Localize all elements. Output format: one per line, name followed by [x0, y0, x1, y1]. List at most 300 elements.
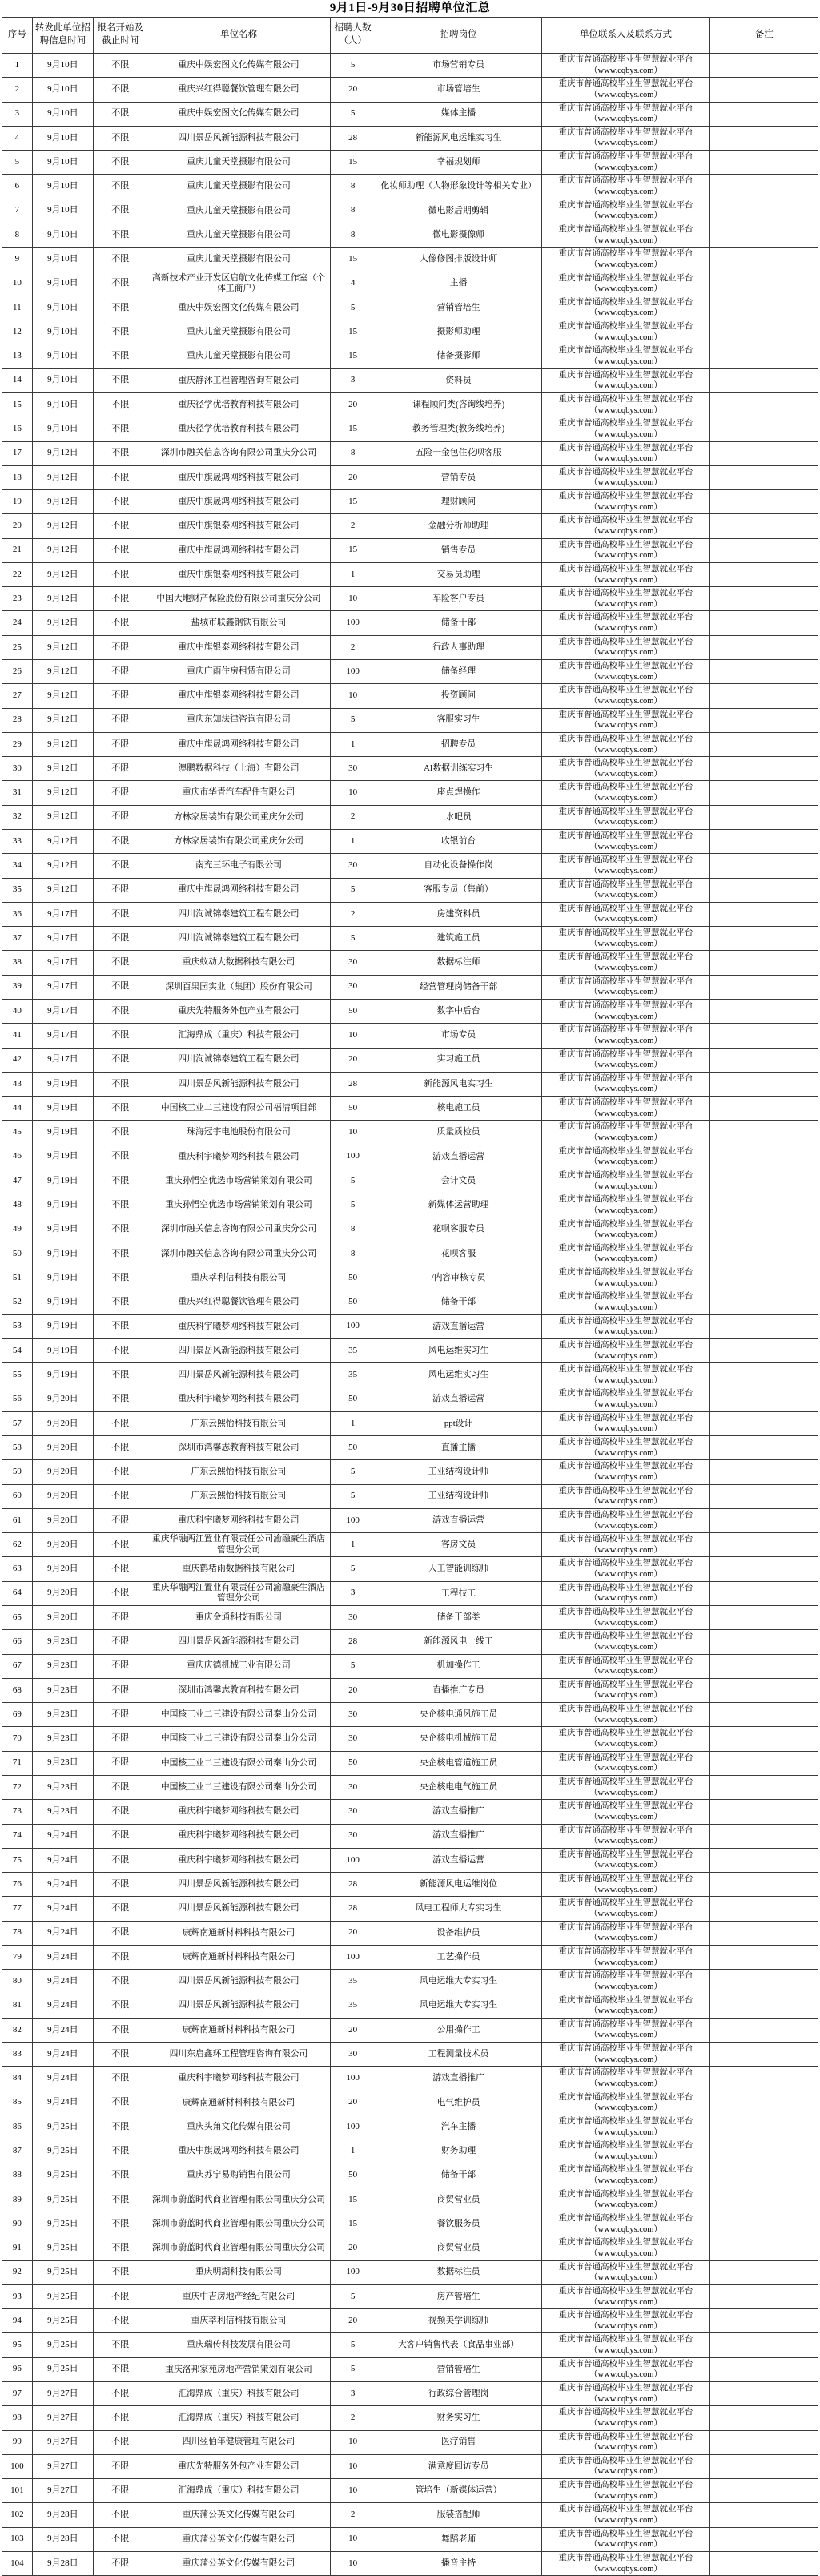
cell-count: 5	[330, 927, 376, 951]
cell-count: 2	[330, 805, 376, 829]
cell-company: 重庆中旗晟鸿网络科技有限公司	[147, 732, 330, 756]
cell-forward-date: 9月10日	[32, 344, 93, 368]
cell-contact	[541, 1242, 710, 1266]
cell-remark	[710, 1460, 818, 1484]
cell-contact	[541, 1266, 710, 1290]
cell-forward-date: 9月20日	[32, 1460, 93, 1484]
cell-contact	[541, 151, 710, 175]
cell-count: 2	[330, 514, 376, 538]
cell-registration-time: 不限	[94, 175, 147, 199]
table-row	[2, 1387, 818, 1411]
cell-index: 4	[2, 126, 33, 150]
cell-registration-time: 不限	[94, 54, 147, 78]
cell-remark	[710, 1678, 818, 1702]
cell-registration-time: 不限	[94, 1654, 147, 1678]
cell-forward-date: 9月19日	[32, 1121, 93, 1145]
cell-position: 实习施工员	[376, 1048, 541, 1072]
cell-company: 深圳百果园实业（集团）股份有限公司	[147, 975, 330, 999]
cell-registration-time: 不限	[94, 732, 147, 756]
contact-platform-url: （www.cqbys.com）	[589, 381, 662, 391]
cell-count: 35	[330, 1970, 376, 1994]
cell-company: 重庆先特服务外包产业有限公司	[147, 999, 330, 1023]
column-header-index: 序号	[2, 18, 33, 54]
cell-count: 50	[330, 2163, 376, 2188]
cell-index: 83	[2, 2043, 33, 2067]
cell-company: 汇海鼎成（重庆）科技有限公司	[147, 1024, 330, 1048]
cell-contact	[541, 1436, 710, 1460]
table-row	[2, 1873, 818, 1897]
cell-position: 管培生（新媒体运营）	[376, 2479, 541, 2503]
cell-forward-date: 9月25日	[32, 2284, 93, 2308]
cell-company: 康辉南通新材料科技有限公司	[147, 1921, 330, 1945]
table-row	[2, 368, 818, 392]
contact-platform-name: 重庆市普通高校毕业生智慧就业平台	[558, 224, 693, 234]
cell-remark	[710, 587, 818, 611]
table-row	[2, 878, 818, 902]
cell-remark	[710, 272, 818, 296]
cell-index: 75	[2, 1848, 33, 1872]
cell-contact	[541, 927, 710, 951]
contact-platform-url: （www.cqbys.com）	[589, 2248, 662, 2258]
cell-forward-date: 9月10日	[32, 248, 93, 272]
cell-remark	[710, 732, 818, 756]
cell-contact	[541, 514, 710, 538]
cell-forward-date: 9月27日	[32, 2430, 93, 2454]
cell-count: 15	[330, 344, 376, 368]
table-row	[2, 1436, 818, 1460]
cell-company: 重庆科宇曦梦网络科技有限公司	[147, 2067, 330, 2091]
column-header-contact: 单位联系人及联系方式	[541, 18, 710, 54]
cell-remark	[710, 2236, 818, 2260]
cell-company: 重庆先特服务外包产业有限公司	[147, 2454, 330, 2478]
cell-registration-time: 不限	[94, 1338, 147, 1362]
table-row	[2, 2527, 818, 2551]
cell-index: 95	[2, 2333, 33, 2357]
contact-platform-url: （www.cqbys.com）	[589, 1036, 662, 1045]
cell-forward-date: 9月25日	[32, 2115, 93, 2139]
cell-index: 13	[2, 344, 33, 368]
contact-platform-url: （www.cqbys.com）	[589, 2418, 662, 2428]
cell-remark	[710, 2163, 818, 2188]
cell-company: 高新技术产业开发区启航文化传媒工作室（个体工商户）	[147, 272, 330, 296]
cell-contact	[541, 611, 710, 635]
cell-company: 重庆苏宁易购销售有限公司	[147, 2163, 330, 2188]
cell-forward-date: 9月12日	[32, 684, 93, 708]
cell-registration-time: 不限	[94, 320, 147, 344]
contact-platform-name: 重庆市普通高校毕业生智慧就业平台	[558, 127, 693, 137]
cell-contact	[541, 1169, 710, 1193]
cell-index: 60	[2, 1484, 33, 1508]
cell-forward-date: 9月25日	[32, 2212, 93, 2236]
cell-index: 94	[2, 2309, 33, 2333]
cell-contact	[541, 441, 710, 465]
cell-position: 工业结构设计师	[376, 1460, 541, 1484]
contact-platform-name: 重庆市普通高校毕业生智慧就业平台	[558, 1922, 693, 1932]
cell-registration-time: 不限	[94, 562, 147, 586]
table-row	[2, 757, 818, 781]
cell-remark	[710, 2551, 818, 2575]
cell-registration-time: 不限	[94, 2309, 147, 2333]
contact-platform-name: 重庆市普通高校毕业生智慧就业平台	[558, 662, 693, 671]
table-row	[2, 1097, 818, 1121]
cell-remark	[710, 2479, 818, 2503]
contact-platform-url: （www.cqbys.com）	[589, 1424, 662, 1434]
cell-registration-time: 不限	[94, 2043, 147, 2067]
contact-platform-url: （www.cqbys.com）	[589, 1618, 662, 1628]
cell-registration-time: 不限	[94, 1945, 147, 1969]
cell-index: 57	[2, 1411, 33, 1435]
cell-position: 房建资料员	[376, 902, 541, 926]
cell-remark	[710, 1218, 818, 1242]
cell-contact	[541, 392, 710, 417]
cell-remark	[710, 1727, 818, 1751]
table-row	[2, 1169, 818, 1193]
cell-forward-date: 9月19日	[32, 1097, 93, 1121]
cell-registration-time: 不限	[94, 392, 147, 417]
contact-platform-name: 重庆市普通高校毕业生智慧就业平台	[558, 2238, 693, 2248]
cell-company: 盐城市联鑫钢铁有限公司	[147, 611, 330, 635]
cell-contact	[541, 1606, 710, 1630]
cell-index: 92	[2, 2260, 33, 2284]
contact-platform-name: 重庆市普通高校毕业生智慧就业平台	[558, 1777, 693, 1786]
cell-company: 重庆华融两江置业有限责任公司渝融豪生酒店管理分公司	[147, 1533, 330, 1557]
cell-forward-date: 9月10日	[32, 126, 93, 150]
cell-remark	[710, 902, 818, 926]
cell-contact	[541, 1218, 710, 1242]
column-header-remark: 备注	[710, 18, 818, 54]
cell-company: 重庆广雨住房租赁有限公司	[147, 660, 330, 684]
cell-registration-time: 不限	[94, 2139, 147, 2163]
table-row	[2, 199, 818, 223]
cell-company: 重庆中旗银泰网络科技有限公司	[147, 635, 330, 659]
table-row	[2, 175, 818, 199]
contact-platform-name: 重庆市普通高校毕业生智慧就业平台	[558, 2116, 693, 2126]
cell-remark	[710, 951, 818, 975]
cell-contact	[541, 1824, 710, 1848]
cell-count: 15	[330, 2188, 376, 2212]
cell-registration-time: 不限	[94, 757, 147, 781]
table-row	[2, 2503, 818, 2527]
cell-position: 数据标注员	[376, 2260, 541, 2284]
contact-platform-name: 重庆市普通高校毕业生智慧就业平台	[558, 1559, 693, 1568]
contact-platform-url: （www.cqbys.com）	[589, 90, 662, 99]
cell-position: 投资顾问	[376, 684, 541, 708]
cell-index: 26	[2, 660, 33, 684]
cell-count: 20	[330, 2091, 376, 2115]
cell-contact	[541, 1387, 710, 1411]
cell-index: 78	[2, 1921, 33, 1945]
cell-forward-date: 9月12日	[32, 635, 93, 659]
contact-platform-url: （www.cqbys.com）	[589, 2491, 662, 2501]
table-row	[2, 1654, 818, 1678]
cell-position: 建筑施工员	[376, 927, 541, 951]
cell-remark	[710, 2284, 818, 2308]
contact-platform-url: （www.cqbys.com）	[589, 745, 662, 755]
cell-index: 74	[2, 1824, 33, 1848]
cell-remark	[710, 1630, 818, 1654]
cell-remark	[710, 1169, 818, 1193]
table-row	[2, 344, 818, 368]
cell-index: 50	[2, 1242, 33, 1266]
cell-registration-time: 不限	[94, 126, 147, 150]
table-row	[2, 296, 818, 320]
cell-forward-date: 9月19日	[32, 1072, 93, 1096]
cell-forward-date: 9月19日	[32, 1290, 93, 1314]
cell-remark	[710, 2043, 818, 2067]
cell-remark	[710, 1363, 818, 1387]
cell-company: 四川洵诚锦泰建筑工程有限公司	[147, 902, 330, 926]
contact-platform-name: 重庆市普通高校毕业生智慧就业平台	[558, 783, 693, 792]
table-row	[2, 684, 818, 708]
cell-company: 重庆中娱宏图文化传媒有限公司	[147, 54, 330, 78]
contact-platform-name: 重庆市普通高校毕业生智慧就业平台	[558, 976, 693, 986]
contact-platform-name: 重庆市普通高校毕业生智慧就业平台	[558, 637, 693, 646]
cell-contact	[541, 368, 710, 392]
cell-position: 微电影后期剪辑	[376, 199, 541, 223]
cell-remark	[710, 441, 818, 465]
cell-contact	[541, 2479, 710, 2503]
cell-contact	[541, 2551, 710, 2575]
cell-position: 储备摄影师	[376, 344, 541, 368]
contact-platform-url: （www.cqbys.com）	[589, 260, 662, 269]
cell-index: 32	[2, 805, 33, 829]
cell-position: 游戏直播运营	[376, 1508, 541, 1532]
cell-contact	[541, 1338, 710, 1362]
cell-forward-date: 9月25日	[32, 2357, 93, 2381]
contact-platform-name: 重庆市普通高校毕业生智慧就业平台	[558, 103, 693, 113]
cell-company: 康辉南通新材料科技有限公司	[147, 2091, 330, 2115]
cell-registration-time: 不限	[94, 1314, 147, 1338]
cell-count: 5	[330, 2357, 376, 2381]
cell-company: 重庆孙悟空优选市场营销策划有限公司	[147, 1169, 330, 1193]
cell-remark	[710, 2018, 818, 2042]
contact-platform-name: 重庆市普通高校毕业生智慧就业平台	[558, 1849, 693, 1859]
cell-index: 99	[2, 2430, 33, 2454]
contact-platform-name: 重庆市普通高校毕业生智慧就业平台	[558, 1365, 693, 1375]
cell-registration-time: 不限	[94, 1193, 147, 1218]
table-row	[2, 1460, 818, 1484]
cell-company: 四川景岳风新能源科技有限公司	[147, 1970, 330, 1994]
cell-position: /内容审核专员	[376, 1266, 541, 1290]
cell-position: 营销管培生	[376, 2357, 541, 2381]
table-row	[2, 1751, 818, 1775]
cell-forward-date: 9月10日	[32, 54, 93, 78]
cell-position: 工程技工	[376, 1581, 541, 1605]
cell-remark	[710, 102, 818, 126]
cell-position: 储备干部	[376, 2163, 541, 2188]
cell-count: 20	[330, 1048, 376, 1072]
cell-count: 35	[330, 1994, 376, 2018]
cell-count: 20	[330, 465, 376, 489]
cell-forward-date: 9月12日	[32, 805, 93, 829]
cell-count: 15	[330, 320, 376, 344]
cell-count: 5	[330, 1193, 376, 1218]
cell-index: 33	[2, 830, 33, 854]
cell-registration-time: 不限	[94, 1072, 147, 1096]
contact-platform-url: （www.cqbys.com）	[589, 429, 662, 439]
cell-index: 59	[2, 1460, 33, 1484]
table-row	[2, 1048, 818, 1072]
cell-position: 工艺操作员	[376, 1945, 541, 1969]
cell-remark	[710, 1945, 818, 1969]
cell-contact	[541, 660, 710, 684]
table-row	[2, 248, 818, 272]
contact-platform-url: （www.cqbys.com）	[589, 915, 662, 924]
contact-platform-url: （www.cqbys.com）	[589, 1230, 662, 1240]
cell-index: 15	[2, 392, 33, 417]
cell-count: 8	[330, 1242, 376, 1266]
cell-remark	[710, 1048, 818, 1072]
contact-platform-name: 重庆市普通高校毕业生智慧就业平台	[558, 1195, 693, 1205]
cell-position: 机加操作工	[376, 1654, 541, 1678]
cell-registration-time: 不限	[94, 417, 147, 441]
cell-remark	[710, 757, 818, 781]
contact-platform-url: （www.cqbys.com）	[589, 1715, 662, 1725]
table-row	[2, 2067, 818, 2091]
cell-index: 43	[2, 1072, 33, 1096]
cell-contact	[541, 757, 710, 781]
cell-position: 游戏直播运营	[376, 1145, 541, 1169]
contact-platform-url: （www.cqbys.com）	[589, 187, 662, 197]
cell-contact	[541, 2309, 710, 2333]
cell-index: 51	[2, 1266, 33, 1290]
contact-platform-name: 重庆市普通高校毕业生智慧就业平台	[558, 904, 693, 913]
cell-company: 四川洵诚锦泰建筑工程有限公司	[147, 927, 330, 951]
cell-position: 客服专员（售前）	[376, 878, 541, 902]
cell-count: 50	[330, 1097, 376, 1121]
cell-remark	[710, 781, 818, 805]
cell-count: 5	[330, 1169, 376, 1193]
cell-registration-time: 不限	[94, 1266, 147, 1290]
cell-registration-time: 不限	[94, 2357, 147, 2381]
cell-company: 重庆中娱宏图文化传媒有限公司	[147, 296, 330, 320]
table-row	[2, 1314, 818, 1338]
cell-contact	[541, 2357, 710, 2381]
cell-count: 2	[330, 902, 376, 926]
cell-contact	[541, 2115, 710, 2139]
contact-platform-url: （www.cqbys.com）	[589, 1740, 662, 1749]
cell-contact	[541, 1873, 710, 1897]
cell-forward-date: 9月24日	[32, 1824, 93, 1848]
contact-platform-name: 重庆市普通高校毕业生智慧就业平台	[558, 1292, 693, 1302]
cell-company: 重庆儿童天堂摄影有限公司	[147, 248, 330, 272]
cell-index: 41	[2, 1024, 33, 1048]
cell-count: 5	[330, 878, 376, 902]
cell-index: 64	[2, 1581, 33, 1605]
cell-index: 52	[2, 1290, 33, 1314]
cell-contact	[541, 2212, 710, 2236]
cell-contact	[541, 1970, 710, 1994]
cell-index: 97	[2, 2382, 33, 2406]
cell-company: 康辉南通新材料科技有限公司	[147, 2018, 330, 2042]
cell-company: 重庆孙悟空优选市场营销策划有限公司	[147, 1193, 330, 1218]
contact-platform-url: （www.cqbys.com）	[589, 1448, 662, 1458]
cell-company: 四川洵诚锦泰建筑工程有限公司	[147, 1048, 330, 1072]
cell-count: 100	[330, 1508, 376, 1532]
cell-registration-time: 不限	[94, 2067, 147, 2091]
cell-index: 69	[2, 1703, 33, 1727]
contact-platform-name: 重庆市普通高校毕业生智慧就业平台	[558, 540, 693, 549]
cell-index: 39	[2, 975, 33, 999]
cell-registration-time: 不限	[94, 1678, 147, 1702]
cell-company: 汇海鼎成（重庆）科技有限公司	[147, 2406, 330, 2430]
cell-index: 8	[2, 223, 33, 247]
table-row	[2, 805, 818, 829]
contact-platform-name: 重庆市普通高校毕业生智慧就业平台	[558, 686, 693, 695]
contact-platform-url: （www.cqbys.com）	[589, 818, 662, 827]
table-body	[2, 54, 818, 2576]
cell-remark	[710, 1024, 818, 1048]
cell-remark	[710, 562, 818, 586]
cell-position: 收银前台	[376, 830, 541, 854]
cell-company: 四川景岳风新能源科技有限公司	[147, 1897, 330, 1921]
contact-platform-name: 重庆市普通高校毕业生智慧就业平台	[558, 2505, 693, 2514]
cell-count: 5	[330, 102, 376, 126]
cell-remark	[710, 2333, 818, 2357]
cell-registration-time: 不限	[94, 1873, 147, 1897]
cell-contact	[541, 2188, 710, 2212]
cell-index: 23	[2, 587, 33, 611]
cell-forward-date: 9月23日	[32, 1800, 93, 1824]
cell-count: 28	[330, 126, 376, 150]
cell-remark	[710, 320, 818, 344]
cell-registration-time: 不限	[94, 902, 147, 926]
cell-remark	[710, 2406, 818, 2430]
cell-position: 风电工程师大专实习生	[376, 1897, 541, 1921]
cell-count: 50	[330, 1436, 376, 1460]
cell-index: 65	[2, 1606, 33, 1630]
cell-position: 央企核电机械施工员	[376, 1727, 541, 1751]
cell-forward-date: 9月10日	[32, 272, 93, 296]
cell-contact	[541, 830, 710, 854]
cell-position: 游戏直播推广	[376, 2067, 541, 2091]
cell-company: 深圳市蔚蓝时代商业管理有限公司重庆分公司	[147, 2236, 330, 2260]
cell-remark	[710, 2430, 818, 2454]
cell-contact	[541, 684, 710, 708]
cell-index: 88	[2, 2163, 33, 2188]
header-row	[2, 18, 818, 54]
cell-position: 人工智能训练师	[376, 1557, 541, 1581]
contact-platform-url: （www.cqbys.com）	[589, 721, 662, 731]
cell-position: 游戏直播推广	[376, 1800, 541, 1824]
cell-index: 58	[2, 1436, 33, 1460]
contact-platform-name: 重庆市普通高校毕业生智慧就业平台	[558, 1000, 693, 1010]
contact-platform-url: （www.cqbys.com）	[589, 696, 662, 706]
cell-forward-date: 9月23日	[32, 1727, 93, 1751]
cell-position: 五险一金包住花呗客服	[376, 441, 541, 465]
cell-company: 重庆儿童天堂摄影有限公司	[147, 223, 330, 247]
cell-forward-date: 9月25日	[32, 2236, 93, 2260]
cell-registration-time: 不限	[94, 514, 147, 538]
contact-platform-url: （www.cqbys.com）	[589, 1302, 662, 1312]
cell-remark	[710, 1145, 818, 1169]
cell-position: 舞蹈老师	[376, 2527, 541, 2551]
cell-count: 10	[330, 2454, 376, 2478]
cell-forward-date: 9月24日	[32, 2043, 93, 2067]
contact-platform-name: 重庆市普通高校毕业生智慧就业平台	[558, 2165, 693, 2175]
cell-position: 储备干部	[376, 1290, 541, 1314]
cell-forward-date: 9月10日	[32, 199, 93, 223]
contact-platform-url: （www.cqbys.com）	[589, 1545, 662, 1555]
cell-position: 财务助理	[376, 2139, 541, 2163]
cell-remark	[710, 1800, 818, 1824]
cell-registration-time: 不限	[94, 490, 147, 514]
cell-registration-time: 不限	[94, 684, 147, 708]
contact-platform-url: （www.cqbys.com）	[589, 1521, 662, 1531]
cell-count: 30	[330, 1824, 376, 1848]
cell-position: 服装搭配师	[376, 2503, 541, 2527]
cell-contact	[541, 417, 710, 441]
